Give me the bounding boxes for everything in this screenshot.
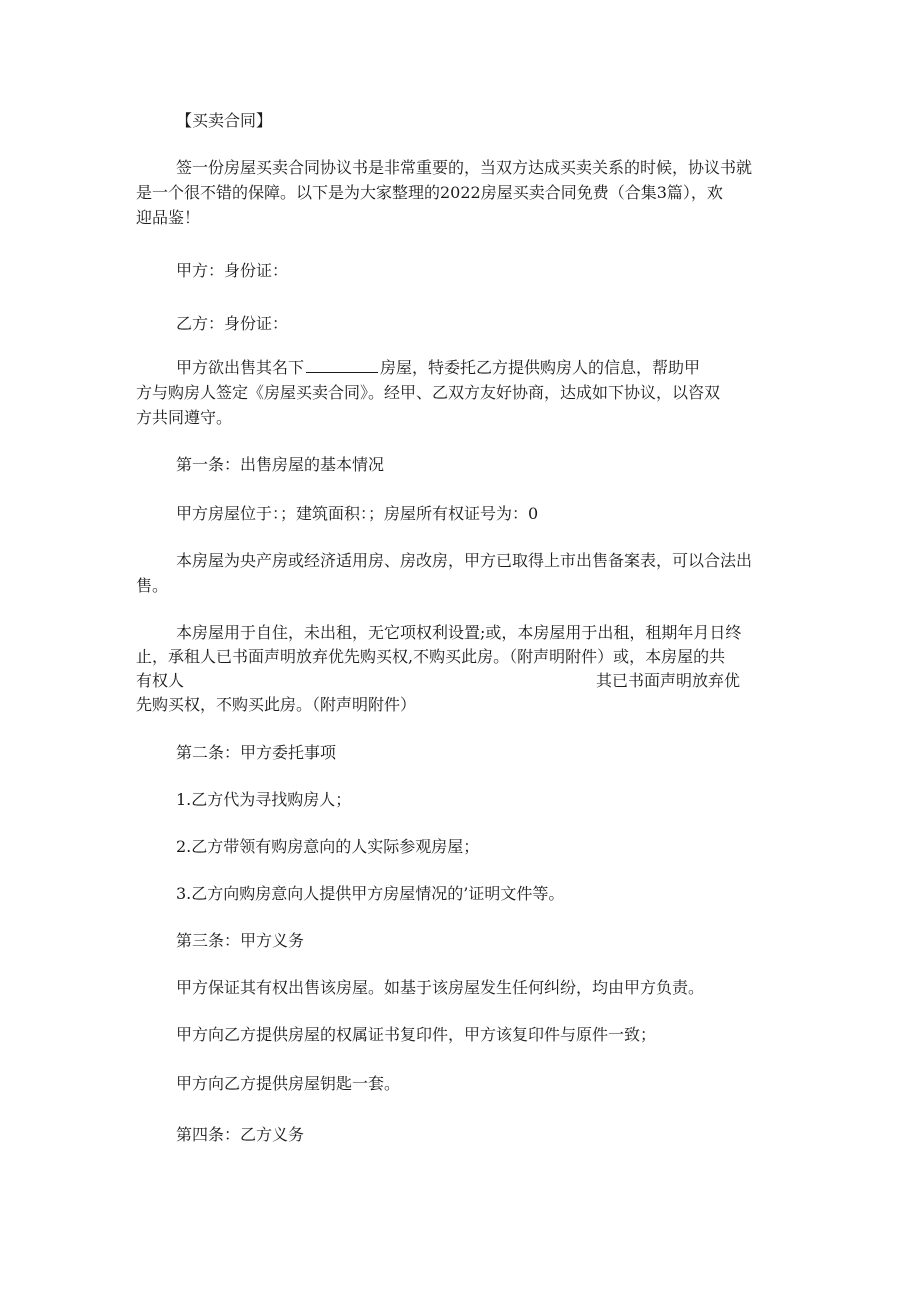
article-1-para2-line-4: 先购买权，不购买此房。（附声明附件） <box>136 695 417 714</box>
intro-line-2: 是一个很不错的保障。以下是为大家整理的2022房屋买卖合同免费（合集3篇），欢 <box>136 183 723 202</box>
article-1-para2-line-3a: 有权人 <box>136 671 185 690</box>
article-2-item-1: 1.乙方代为寻找购房人； <box>176 790 352 809</box>
article-1-heading: 第一条：出售房屋的基本情况 <box>176 455 385 474</box>
entrust-line-2: 方与购房人签定《房屋买卖合同》。经甲、乙双方友好协商，达成如下协议，以咨双 <box>136 383 721 402</box>
intro-line-3: 迎品鉴！ <box>136 208 201 227</box>
article-2-item-2: 2.乙方带领有购房意向的人实际参观房屋； <box>176 837 480 856</box>
document-title: 【买卖合同】 <box>176 111 273 130</box>
article-1-para2-line-3b: 其已书面声明放弃优 <box>596 671 741 690</box>
article-1-para1-line-2: 售。 <box>136 576 169 595</box>
article-1-para1-line-1: 本房屋为央产房或经济适用房、房改房，甲方已取得上市出售备案表，可以合法出 <box>176 551 753 570</box>
entrust-line-3: 方共同遵守。 <box>136 408 233 427</box>
article-1-location: 甲方房屋位于：；建筑面积：；房屋所有权证号为：0 <box>176 504 539 523</box>
article-2-item-3: 3.乙方向购房意向人提供甲方房屋情况的’证明文件等。 <box>176 884 565 903</box>
party-b-line: 乙方：身份证： <box>176 314 289 333</box>
property-blank <box>306 358 378 373</box>
article-2-heading: 第二条：甲方委托事项 <box>176 743 337 762</box>
entrust-text-before-blank: 甲方欲出售其名下 <box>176 358 305 377</box>
article-3-item-1: 甲方保证其有权出售该房屋。如基于该房屋发生任何纠纷，均由甲方负责。 <box>176 978 705 997</box>
intro-line-1: 签一份房屋买卖合同协议书是非常重要的，当双方达成买卖关系的时候，协议书就 <box>176 158 753 177</box>
entrust-text-after-blank: 房屋，特委托乙方提供购房人的信息，帮助甲 <box>380 358 701 377</box>
article-3-heading: 第三条：甲方义务 <box>176 931 305 950</box>
article-3-item-2: 甲方向乙方提供房屋的权属证书复印件，甲方该复印件与原件一致； <box>176 1025 657 1044</box>
entrust-line-1 <box>176 357 700 379</box>
article-3-item-3: 甲方向乙方提供房屋钥匙一套。 <box>176 1074 401 1093</box>
party-a-line: 甲方：身份证： <box>176 261 289 280</box>
article-1-para2-line-1: 本房屋用于自住，未出租，无它项权利设置;或，本房屋用于出租，租期年月日终 <box>176 623 742 642</box>
article-4-heading: 第四条：乙方义务 <box>176 1125 305 1144</box>
article-1-para2-line-2: 止，承租人已书面声明放弃优先购买权,不购买此房。（附声明附件）或，本房屋的共 <box>136 647 726 666</box>
